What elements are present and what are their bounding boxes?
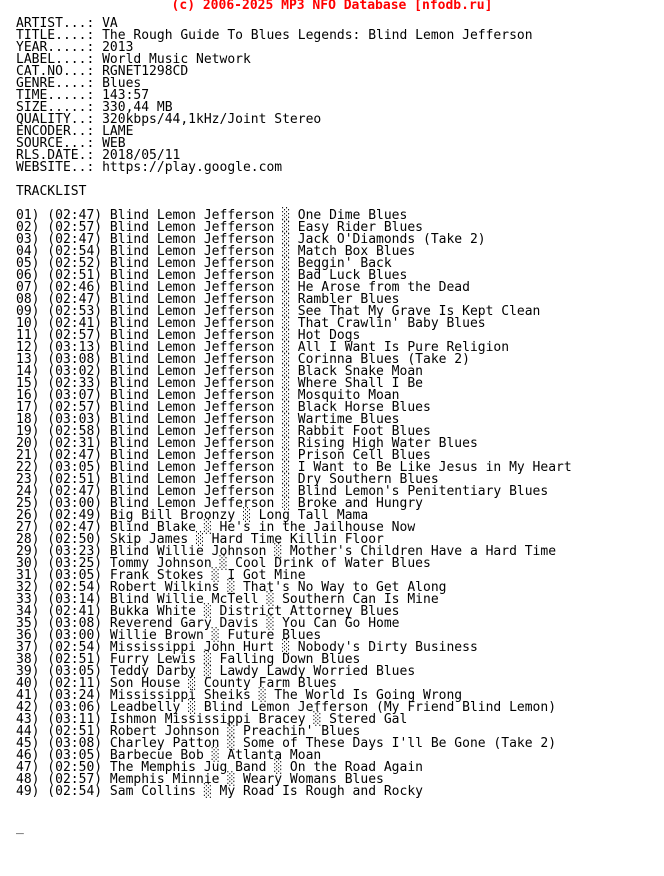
info-quality: QUALITY..: 320kbps/44,1kHz/Joint Stereo — [16, 112, 322, 127]
track-row: 37) (02:54) Mississippi John Hurt ░ Nobody's Dirty Business — [16, 640, 478, 655]
text-cursor: _ — [16, 820, 24, 835]
track-row: 29) (03:23) Blind Willie Johnson ░ Mother's Children Have a Hard Time — [16, 544, 557, 559]
track-row: 16) (03:07) Blind Lemon Jefferson ░ Mosquito Moan — [16, 388, 400, 403]
track-row: 10) (02:41) Blind Lemon Jefferson ░ That Crawlin' Baby Blues — [16, 316, 486, 331]
track-row: 35) (03:08) Reverend Gary Davis ░ You Can Go Home — [16, 616, 400, 631]
track-row: 36) (03:00) Willie Brown ░ Future Blues — [16, 628, 322, 643]
blank-line — [16, 798, 572, 810]
tracklist-title: TRACKLIST — [16, 184, 87, 199]
track-row: 14) (03:02) Blind Lemon Jefferson ░ Black Snake Moan — [16, 364, 423, 379]
track-row: 39) (03:05) Teddy Darby ░ Lawdy Lawdy Worried Blues — [16, 664, 416, 679]
track-row: 26) (02:49) Big Bill Broonzy ░ Long Tall Mama — [16, 508, 369, 523]
track-row: 49) (02:54) Sam Collins ░ My Road Is Rough and Rocky — [16, 784, 423, 799]
track-row: 13) (03:08) Blind Lemon Jefferson ░ Corinna Blues (Take 2) — [16, 352, 470, 367]
track-row: 15) (02:33) Blind Lemon Jefferson ░ Where Shall I Be — [16, 376, 423, 391]
track-row: 47) (02:50) The Memphis Jug Band ░ On the Road Again — [16, 760, 423, 775]
track-row: 24) (02:47) Blind Lemon Jefferson ░ Blind Lemon's Penitentiary Blues — [16, 484, 549, 499]
info-title: TITLE....: The Rough Guide To Blues Legends: Blind Lemon Jefferson — [16, 28, 533, 43]
info-encoder: ENCODER..: LAME — [16, 124, 134, 139]
track-row: 45) (03:08) Charley Patton ░ Some of These Days I'll Be Gone (Take 2) — [16, 736, 557, 751]
nfo-content — [16, 18, 572, 834]
track-row: 07) (02:46) Blind Lemon Jefferson ░ He Arose from the Dead — [16, 280, 470, 295]
track-row: 05) (02:52) Blind Lemon Jefferson ░ Beggin' Back — [16, 256, 392, 271]
track-row: 25) (03:00) Blind Lemon Jefferson ░ Broke and Hungry — [16, 496, 423, 511]
track-row: 21) (02:47) Blind Lemon Jefferson ░ Prison Cell Blues — [16, 448, 431, 463]
track-row: 01) (02:47) Blind Lemon Jefferson ░ One Dime Blues — [16, 208, 408, 223]
info-website: WEBSITE..: https://play.google.com — [16, 160, 283, 175]
copyright-header: (c) 2006-2025 MP3 NFO Database [nfodb.ru] — [171, 0, 493, 13]
track-row: 48) (02:57) Memphis Minnie ░ Weary Womans Blues — [16, 772, 384, 787]
track-row: 06) (02:51) Blind Lemon Jefferson ░ Bad Luck Blues — [16, 268, 408, 283]
blank-line — [16, 174, 572, 186]
info-source: SOURCE...: WEB — [16, 136, 126, 151]
track-row: 34) (02:41) Bukka White ░ District Attorney Blues — [16, 604, 400, 619]
info-size: SIZE.....: 330,44 MB — [16, 100, 173, 115]
track-row: 11) (02:57) Blind Lemon Jefferson ░ Hot Dogs — [16, 328, 361, 343]
track-row: 42) (03:06) Leadbelly ░ Blind Lemon Jefferson (My Friend Blind Lemon) — [16, 700, 557, 715]
track-row: 22) (03:05) Blind Lemon Jefferson ░ I Want to Be Like Jesus in My Heart — [16, 460, 572, 475]
track-row: 18) (03:03) Blind Lemon Jefferson ░ Wartime Blues — [16, 412, 400, 427]
info-catno: CAT.NO...: RGNET1298CD — [16, 64, 189, 79]
track-row: 04) (02:54) Blind Lemon Jefferson ░ Match Box Blues — [16, 244, 416, 259]
track-row: 27) (02:47) Blind Blake ░ He's in the Jailhouse Now — [16, 520, 416, 535]
track-row: 38) (02:51) Furry Lewis ░ Falling Down Blues — [16, 652, 361, 667]
tracklist — [16, 210, 572, 798]
info-year: YEAR.....: 2013 — [16, 40, 134, 55]
track-row: 41) (03:24) Mississippi Sheiks ░ The World Is Going Wrong — [16, 688, 463, 703]
track-row: 20) (02:31) Blind Lemon Jefferson ░ Rising High Water Blues — [16, 436, 478, 451]
track-row: 28) (02:50) Skip James ░ Hard Time Killin Floor — [16, 532, 384, 547]
track-row: 09) (02:53) Blind Lemon Jefferson ░ See That My Grave Is Kept Clean — [16, 304, 541, 319]
info-release-date: RLS.DATE.: 2018/05/11 — [16, 148, 181, 163]
track-row: 03) (02:47) Blind Lemon Jefferson ░ Jack O'Diamonds (Take 2) — [16, 232, 486, 247]
track-row: 32) (02:54) Robert Wilkins ░ That's No Way to Get Along — [16, 580, 447, 595]
info-artist: ARTIST...: VA — [16, 16, 118, 31]
track-row: 02) (02:57) Blind Lemon Jefferson ░ Easy Rider Blues — [16, 220, 423, 235]
release-info — [16, 18, 572, 174]
track-row: 30) (03:25) Tommy Johnson ░ Cool Drink of Water Blues — [16, 556, 431, 571]
track-row: 44) (02:51) Robert Johnson ░ Preachin' Blues — [16, 724, 361, 739]
info-time: TIME.....: 143:57 — [16, 88, 150, 103]
track-row: 23) (02:51) Blind Lemon Jefferson ░ Dry Southern Blues — [16, 472, 439, 487]
track-row: 46) (03:05) Barbecue Bob ░ Atlanta Moan — [16, 748, 322, 763]
blank-line — [16, 810, 572, 822]
track-row: 17) (02:57) Blind Lemon Jefferson ░ Black Horse Blues — [16, 400, 431, 415]
track-row: 19) (02:58) Blind Lemon Jefferson ░ Rabbit Foot Blues — [16, 424, 431, 439]
track-row: 43) (03:11) Ishmon Mississippi Bracey ░ Stered Gal — [16, 712, 408, 727]
track-row: 40) (02:11) Son House ░ County Farm Blues — [16, 676, 337, 691]
info-label: LABEL....: World Music Network — [16, 52, 251, 67]
track-row: 33) (03:14) Blind Willie McTell ░ Southern Can Is Mine — [16, 592, 439, 607]
track-row: 08) (02:47) Blind Lemon Jefferson ░ Rambler Blues — [16, 292, 400, 307]
info-genre: GENRE....: Blues — [16, 76, 142, 91]
track-row: 12) (03:13) Blind Lemon Jefferson ░ All I Want Is Pure Religion — [16, 340, 510, 355]
track-row: 31) (03:05) Frank Stokes ░ I Got Mine — [16, 568, 306, 583]
